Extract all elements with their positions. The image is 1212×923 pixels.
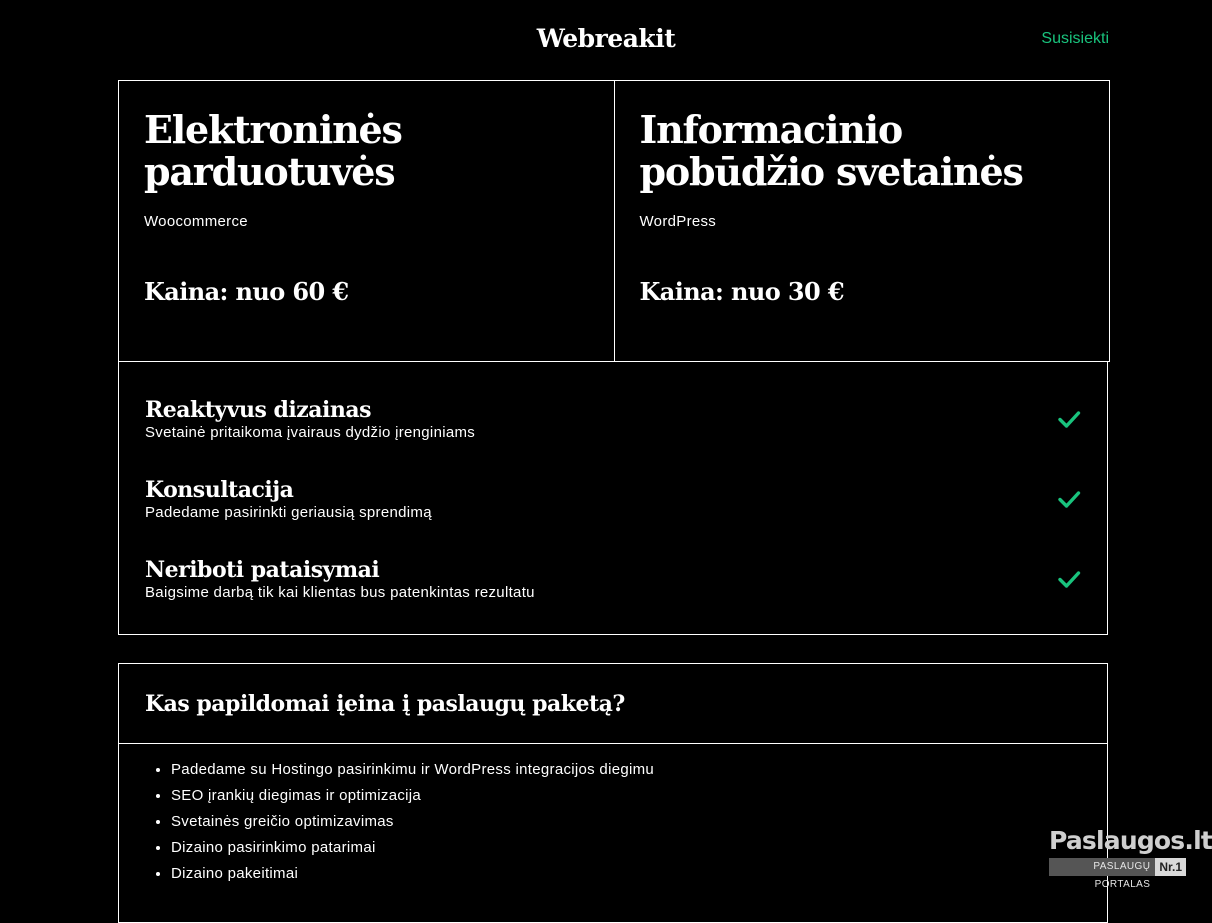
feature-title: Konsultacija: [145, 477, 294, 503]
plan-price: Kaina: nuo 60 €: [144, 277, 349, 306]
feature-item-consultation: [119, 477, 1107, 557]
plan-card-ecommerce: [119, 81, 614, 361]
watermark-portal-label: PASLAUGŲ PORTALAS: [1049, 858, 1155, 876]
check-icon: [1057, 567, 1081, 591]
watermark-rank-badge: Nr.1: [1155, 858, 1186, 876]
brand-logo[interactable]: Webreakit: [536, 24, 676, 53]
feature-item-responsive: [119, 397, 1107, 477]
list-item: • Padedame su Hostingo pasirinkimu ir WordPress integracijos diegimu: [171, 757, 1107, 783]
feature-description: Padedame pasirinkti geriausią sprendimą: [145, 504, 432, 521]
feature-item-revisions: [119, 557, 1107, 637]
paslaugos-watermark-logo: [1049, 826, 1212, 890]
list-item: • SEO įrankių diegimas ir optimizacija: [171, 783, 1107, 809]
package-extras: [118, 663, 1108, 923]
extras-list: [119, 744, 1107, 887]
site-header: [0, 0, 1212, 80]
plan-title: Elektroninės parduotuvės: [144, 107, 402, 194]
check-icon: [1057, 487, 1081, 511]
feature-title: Reaktyvus dizainas: [145, 397, 372, 423]
feature-description: Baigsime darbą tik kai klientas bus patenkintas rezultatu: [145, 584, 535, 601]
plan-card-informational: [614, 81, 1110, 361]
plan-platform: Woocommerce: [144, 213, 248, 230]
extras-title: Kas papildomai įeina į paslaugų paketą?: [145, 690, 625, 717]
watermark-tagline: [1049, 858, 1186, 890]
plan-price: Kaina: nuo 30 €: [639, 277, 844, 306]
check-icon: [1057, 407, 1081, 431]
plan-platform: WordPress: [639, 213, 717, 230]
list-item: • Dizaino pakeitimai: [171, 861, 1107, 887]
contact-link[interactable]: Susisiekti: [1041, 30, 1109, 47]
features-list: [118, 361, 1108, 635]
feature-description: Svetainė pritaikoma įvairaus dydžio įrenginiams: [145, 424, 476, 441]
pricing-plans: [118, 80, 1110, 362]
plan-title: Informacinio pobūdžio svetainės: [639, 107, 1023, 194]
extras-header: [119, 664, 1107, 744]
watermark-name: Paslaugos.lt: [1049, 826, 1212, 855]
list-item: • Svetainės greičio optimizavimas: [171, 809, 1107, 835]
list-item: • Dizaino pasirinkimo patarimai: [171, 835, 1107, 861]
feature-title: Neriboti pataisymai: [145, 557, 380, 583]
